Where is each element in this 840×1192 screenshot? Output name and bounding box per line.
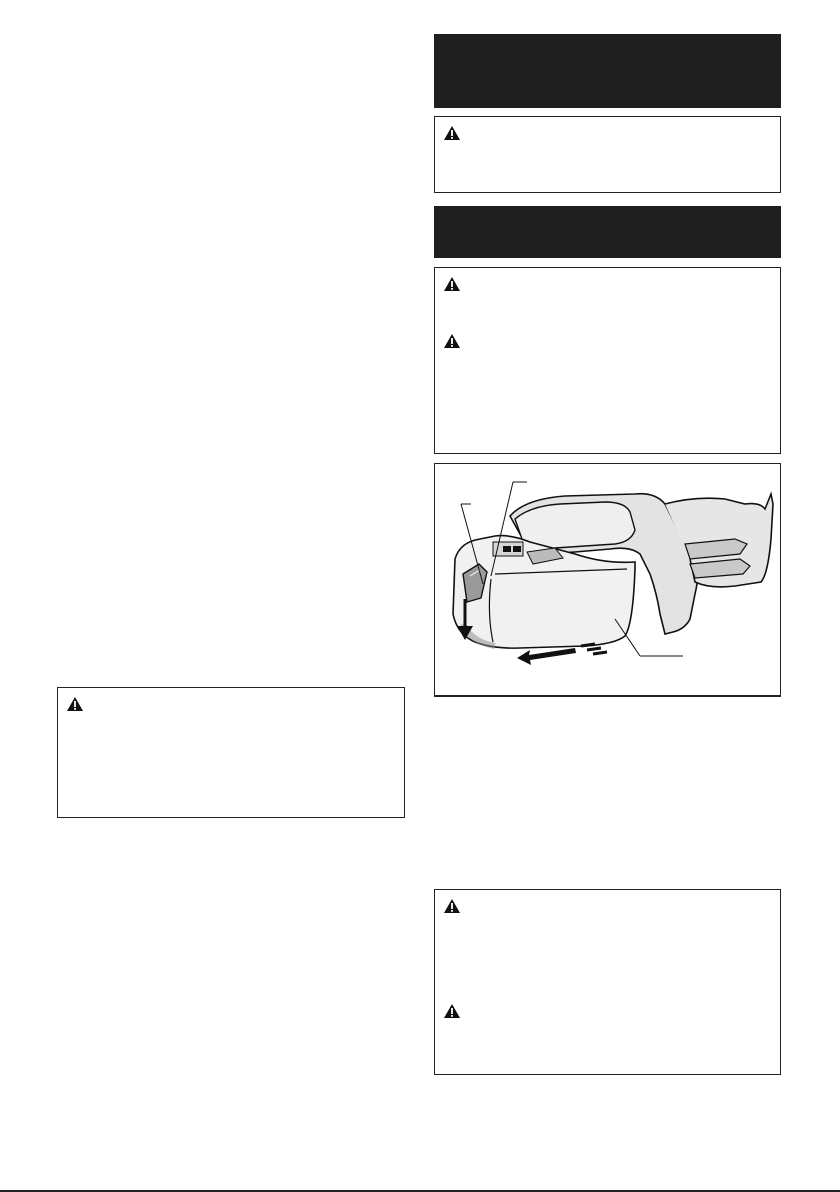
warning-box-battery [434,267,781,454]
warning-icon [443,125,461,141]
section-header-1 [434,34,781,108]
warning-icon [66,696,84,712]
warning-icon [443,898,461,914]
warning-box-bottom-right [434,889,781,1075]
warning-icon [443,1003,461,1019]
warning-icon [443,333,461,349]
warning-icon [443,276,461,292]
warning-box-left [57,687,405,818]
section-header-2 [434,206,781,258]
battery-removal-illustration [434,463,781,697]
warning-box-top-right [434,116,781,193]
tool-icon [435,464,781,697]
